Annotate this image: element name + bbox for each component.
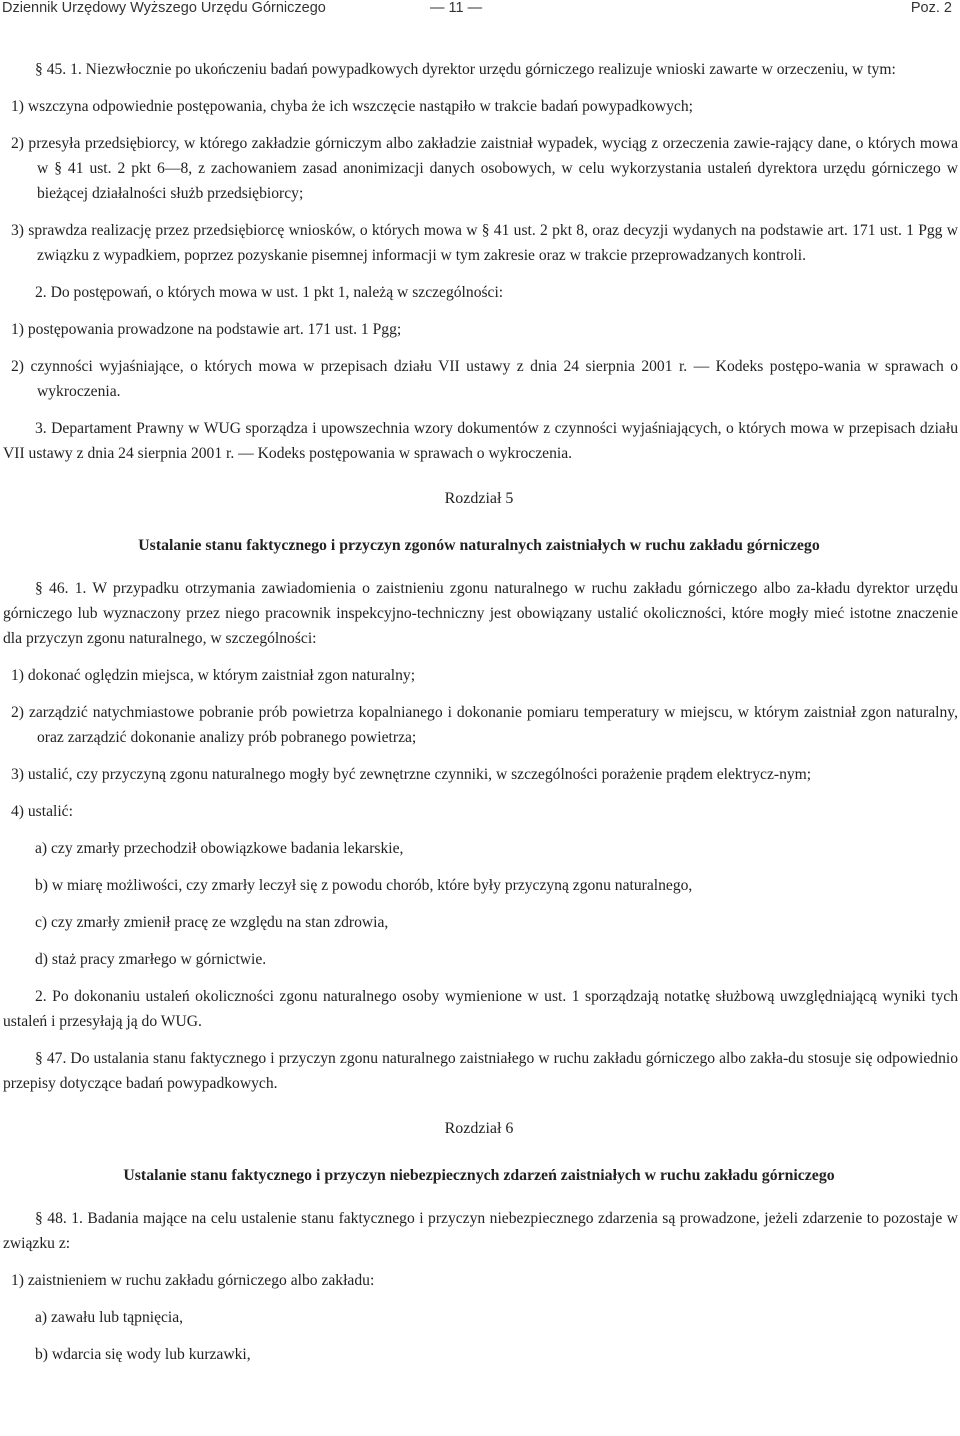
page-header xyxy=(0,0,960,30)
sub-list-item: b) wdarcia się wody lub kurzawki, xyxy=(35,1346,251,1363)
sub-list-item: a) czy zmarły przechodził obowiązkowe badania lekarskie, xyxy=(35,840,404,857)
list-item: 3) sprawdza realizację przez przedsiębiorcę wniosków, o których mowa w § 41 ust. 2 pkt 8, oraz decyzji wydanych na podstawie art. 171 ust. 1 Pgg w związku z wypadkiem, poprzez pozyskanie pisemnej informacji w tym zakresie oraz w trakcie przeprowadzanych kontroli. xyxy=(11,222,958,264)
paragraph: § 48. 1. Badania mające na celu ustalenie stanu faktycznego i przyczyn niebezpiecznego zdarzenia są prowadzone, jeżeli zdarzenie to pozostaje w związku z: xyxy=(3,1210,958,1252)
list-item: 3) ustalić, czy przyczyną zgonu naturalnego mogły być zewnętrzne czynniki, w szczególności porażenie prądem elektrycz-nym; xyxy=(11,766,812,783)
page-number: — 11 — xyxy=(430,0,483,16)
list-item: 4) ustalić: xyxy=(11,803,73,820)
chapter-title: Rozdział 6 xyxy=(444,1120,514,1137)
sub-list-item: c) czy zmarły zmienił pracę ze względu na stan zdrowia, xyxy=(35,914,389,931)
paragraph: 2. Po dokonaniu ustaleń okoliczności zgonu naturalnego osoby wymienione w ust. 1 sporządzają notatkę służbową uwzględniającą wyniki tych ustaleń i przesyłają ją do WUG. xyxy=(3,988,958,1030)
publication-title: Dziennik Urzędowy Wyższego Urzędu Górniczego xyxy=(2,0,326,16)
paragraph: 3. Departament Prawny w WUG sporządza i upowszechnia wzory dokumentów z czynności wyjaśniających, o których mowa w przepisach działu VII ustawy z dnia 24 sierpnia 2001 r. — Kodeks postępowania w sprawach o wykroczenia. xyxy=(3,420,958,462)
paragraph: 2. Do postępowań, o których mowa w ust. 1 pkt 1, należą w szczególności: xyxy=(35,284,504,301)
sub-list-item: a) zawału lub tąpnięcia, xyxy=(35,1309,184,1326)
list-item: 1) zaistnieniem w ruchu zakładu górniczego albo zakładu: xyxy=(11,1272,375,1289)
list-item: 2) zarządzić natychmiastowe pobranie prób powietrza kopalnianego i dokonanie pomiaru temperatury w miejscu, w którym zaistniał zgon naturalny, oraz zarządzić dokonanie analizy prób pobranego powietrza; xyxy=(11,704,958,746)
list-item: 2) przesyła przedsiębiorcy, w którego zakładzie górniczym albo zakładzie zaistniał wypadek, wyciąg z orzeczenia zawie-rający dane, o których mowa w § 41 ust. 2 pkt 6—8, z zachowaniem zasad anonimizacji danych osobowych, w celu wykorzystania ustaleń dyrektora urzędu górniczego w bieżącej działalności służb przedsiębiorcy; xyxy=(11,135,958,202)
item-position: Poz. 2 xyxy=(910,0,952,16)
list-item: 1) postępowania prowadzone na podstawie art. 171 ust. 1 Pgg; xyxy=(11,321,402,338)
sub-list-item: d) staż pracy zmarłego w górnictwie. xyxy=(35,951,267,968)
sub-list-item: b) w miarę możliwości, czy zmarły leczył się z powodu chorób, które były przyczyną zgonu naturalnego, xyxy=(35,877,693,894)
list-item: 1) dokonać oględzin miejsca, w którym zaistniał zgon naturalny; xyxy=(11,667,416,684)
chapter-title: Rozdział 5 xyxy=(444,490,514,507)
document-body xyxy=(0,57,958,1379)
paragraph: § 45. 1. Niezwłocznie po ukończeniu badań powypadkowych dyrektor urzędu górniczego realizuje wnioski zawarte w orzeczeniu, w tym: xyxy=(35,61,896,78)
list-item: 2) czynności wyjaśniające, o których mowa w przepisach działu VII ustawy z dnia 24 sierpnia 2001 r. — Kodeks postępo-wania w sprawach o wykroczenia. xyxy=(11,358,958,400)
paragraph: § 46. 1. W przypadku otrzymania zawiadomienia o zaistnieniu zgonu naturalnego w ruchu zakładu górniczego albo za-kładu dyrektor urzędu górniczego lub wyznaczony przez niego pracownik inspekcyjno-techniczny jest obowiązany ustalić okoliczności, które mogły mieć istotne znaczenie dla przyczyn zgonu naturalnego, w szczególności: xyxy=(3,580,958,647)
section-heading: Ustalanie stanu faktycznego i przyczyn niebezpiecznych zdarzeń zaistniałych w ruchu zakładu górniczego xyxy=(123,1167,835,1184)
paragraph: § 47. Do ustalania stanu faktycznego i przyczyn zgonu naturalnego zaistniałego w ruchu zakładu górniczego albo zakła-du stosuje się odpowiednio przepisy dotyczące badań powypadkowych. xyxy=(3,1050,958,1092)
list-item: 1) wszczyna odpowiednie postępowania, chyba że ich wszczęcie nastąpiło w trakcie badań powypadkowych; xyxy=(11,98,693,115)
section-heading: Ustalanie stanu faktycznego i przyczyn zgonów naturalnych zaistniałych w ruchu zakładu górniczego xyxy=(138,537,820,554)
